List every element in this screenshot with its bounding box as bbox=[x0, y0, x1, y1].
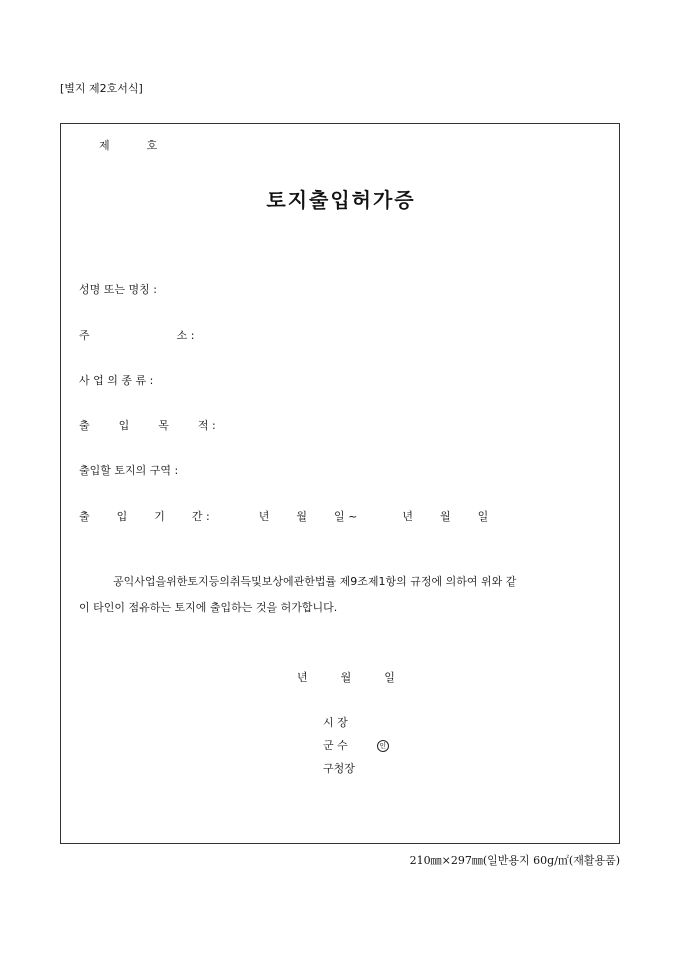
period-from-day: 일 ~ bbox=[334, 510, 358, 523]
period-to-year: 년 bbox=[402, 510, 414, 523]
purpose-char-4: 적 : bbox=[197, 419, 216, 432]
business-type-field: 사 업 의 종 류 : bbox=[79, 374, 154, 387]
period-char-2: 입 bbox=[116, 510, 128, 523]
authority-district: 구청장 bbox=[323, 762, 355, 775]
period-char-1: 출 bbox=[79, 510, 90, 523]
permit-body-line-2: 이 타인이 점유하는 토지에 출입하는 것을 허가합니다. bbox=[79, 601, 338, 614]
number-label-prefix: 제 bbox=[99, 139, 110, 152]
period-from-month: 월 bbox=[296, 510, 308, 523]
name-field: 성명 또는 명칭 : bbox=[79, 283, 157, 296]
seal-mark: 인 bbox=[377, 740, 389, 752]
issue-month: 월 bbox=[340, 671, 352, 684]
purpose-char-1: 출 bbox=[79, 419, 90, 432]
permit-body-line-1: 공익사업을위한토지등의취득및보상에관한법률 제9조제1항의 규정에 의하여 위와 같 bbox=[113, 575, 517, 588]
number-field bbox=[99, 137, 157, 153]
form-label: [별지 제2호서식] bbox=[60, 82, 143, 95]
authority-county-label: 군 수 bbox=[323, 739, 348, 752]
document-title: 토지출입허가증 bbox=[266, 188, 416, 212]
period-to-month: 월 bbox=[440, 510, 451, 523]
purpose-field bbox=[79, 417, 216, 433]
period-from-year: 년 bbox=[258, 510, 270, 523]
address-field bbox=[79, 327, 194, 343]
period-char-4: 간 : bbox=[191, 510, 210, 523]
period-field bbox=[79, 508, 488, 524]
issue-date bbox=[297, 669, 395, 685]
permit-form-frame bbox=[60, 123, 620, 844]
paper-spec-footer: 210㎜×297㎜(일반용지 60g/㎡(재활용품) bbox=[409, 854, 620, 867]
issue-year: 년 bbox=[297, 671, 308, 684]
purpose-char-2: 입 bbox=[118, 419, 130, 432]
period-to-day: 일 bbox=[477, 510, 489, 523]
address-label-1: 주 bbox=[79, 329, 90, 342]
purpose-char-3: 목 bbox=[158, 419, 169, 432]
authority-county bbox=[323, 737, 389, 753]
address-label-2: 소 : bbox=[176, 329, 195, 342]
period-char-3: 기 bbox=[154, 510, 165, 523]
land-area-field: 출입할 토지의 구역 : bbox=[79, 464, 179, 477]
number-label-suffix: 호 bbox=[146, 139, 158, 152]
authority-mayor: 시 장 bbox=[323, 716, 348, 729]
issue-day: 일 bbox=[384, 671, 395, 684]
